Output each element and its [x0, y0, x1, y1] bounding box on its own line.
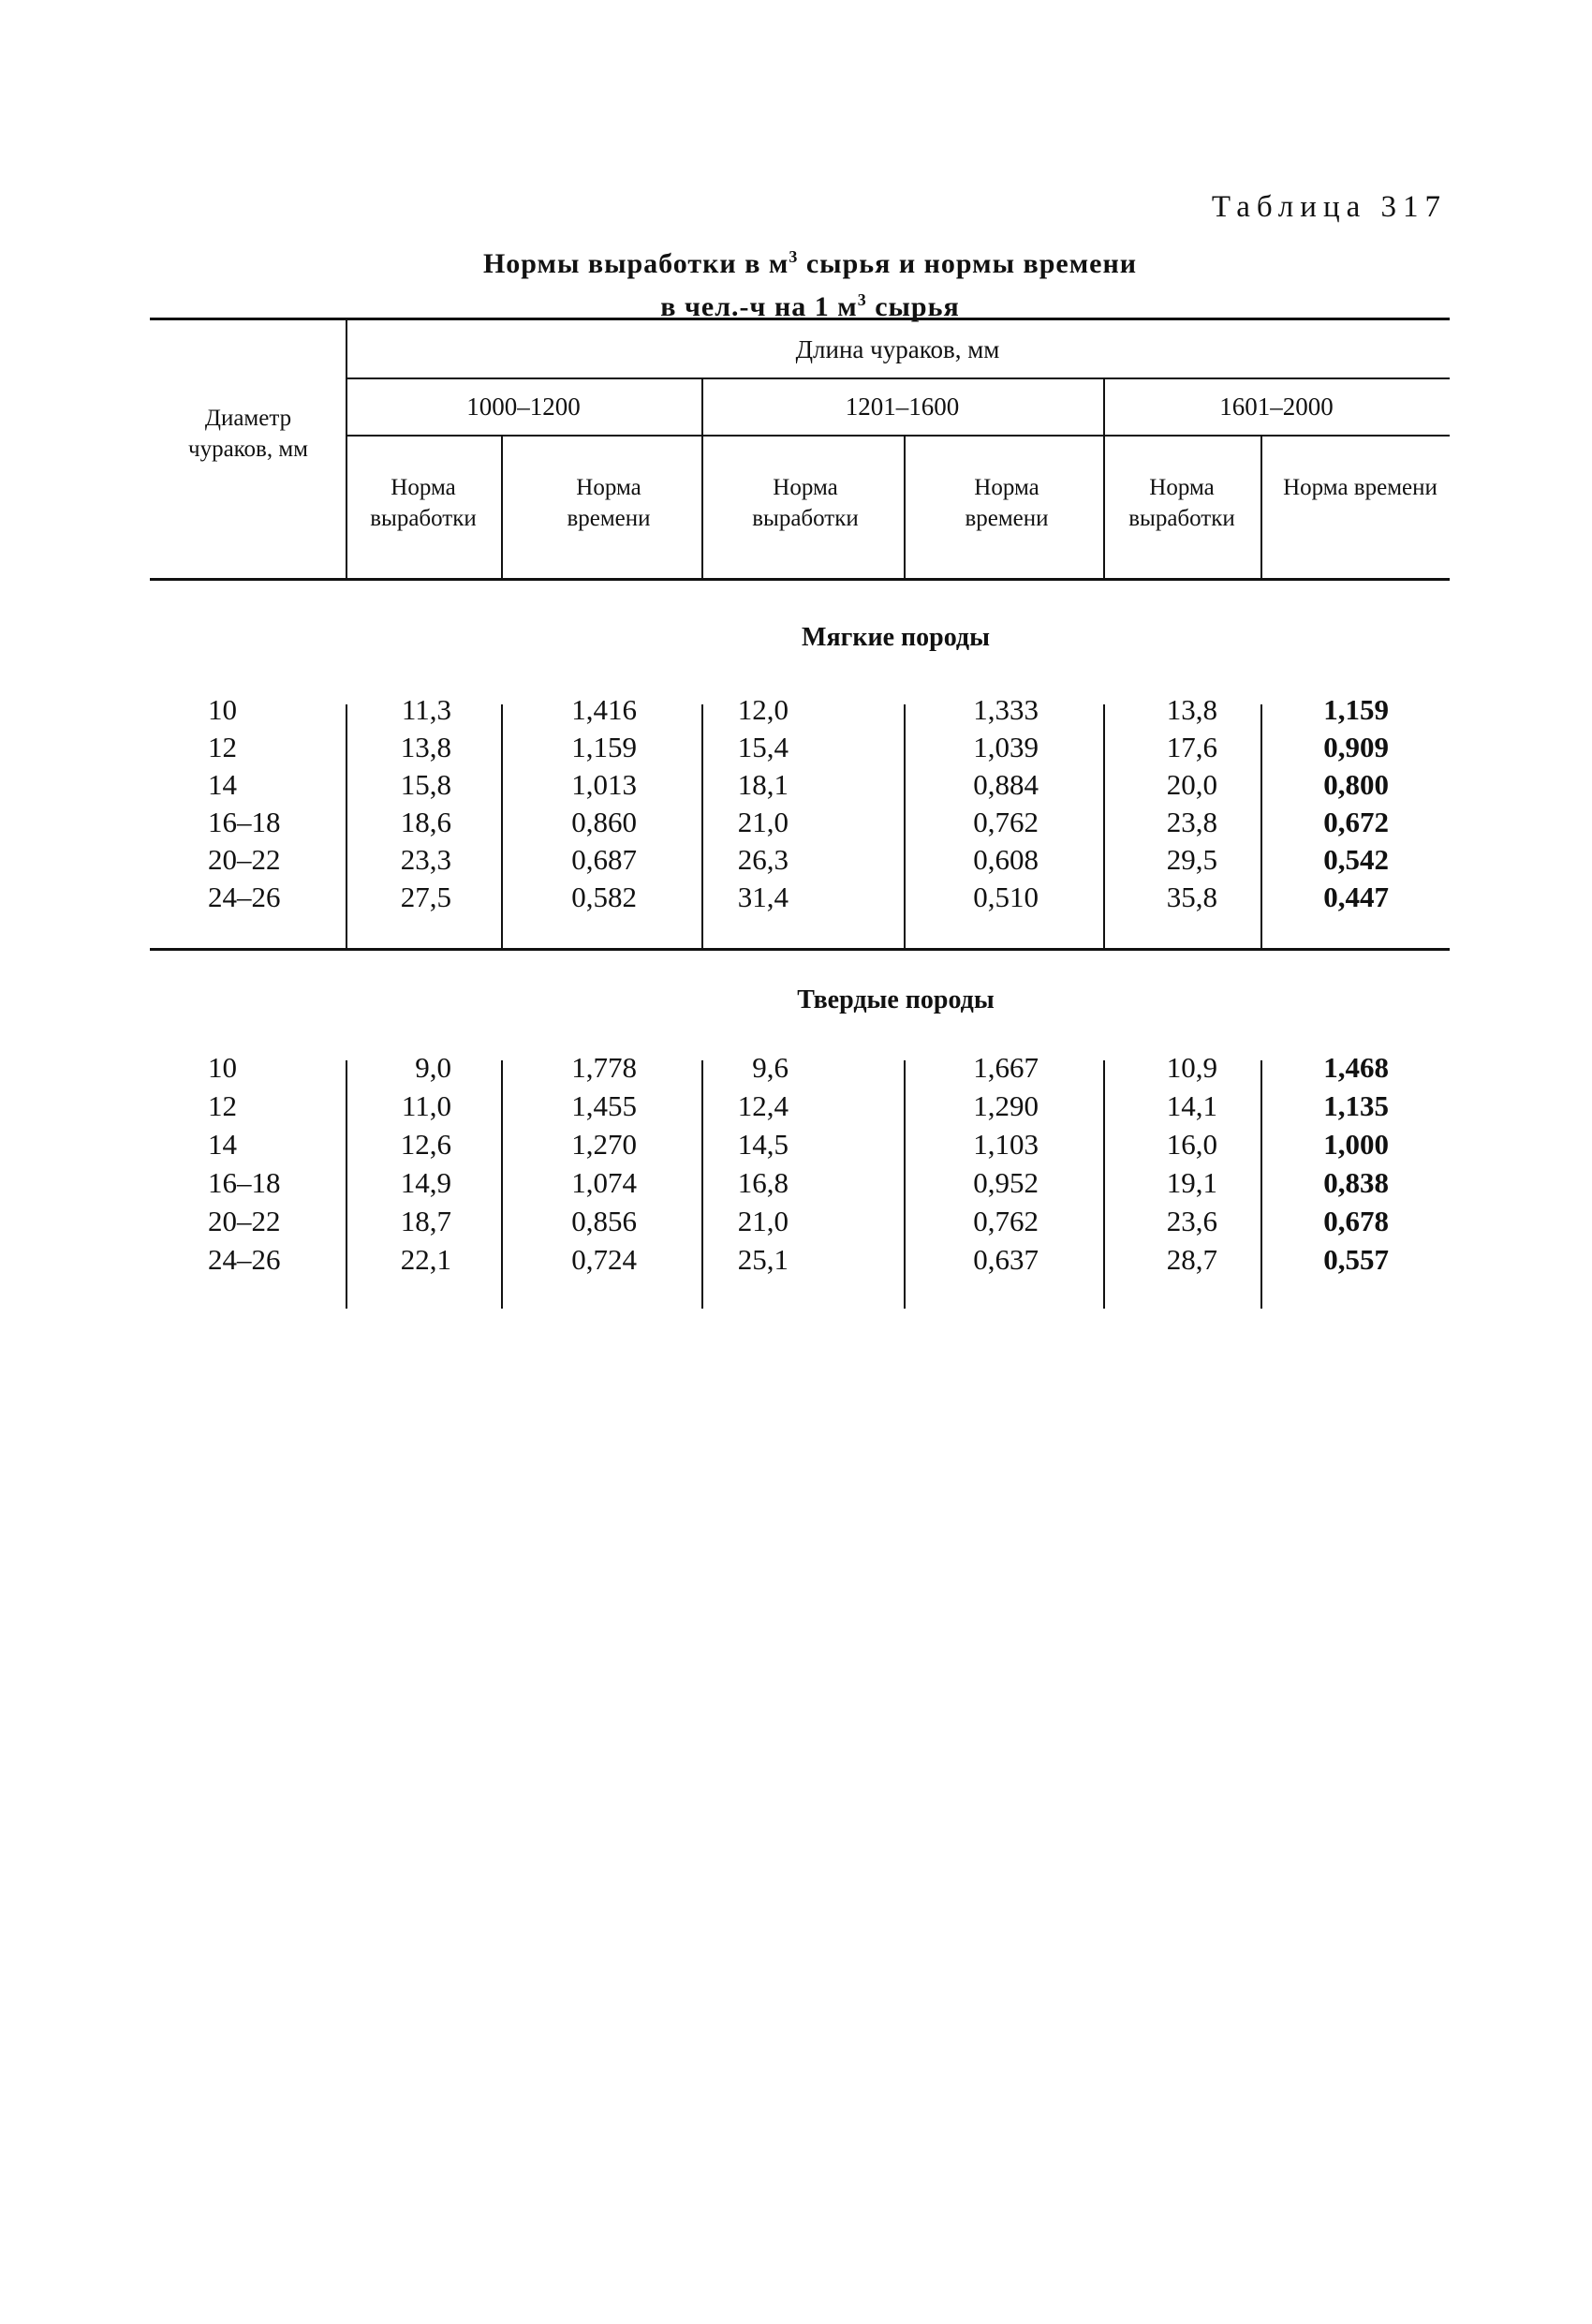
value-cell: 0,510 — [973, 881, 1039, 913]
diameter-cell: 16–18 — [208, 1166, 281, 1199]
value-cell: 17,6 — [1166, 731, 1217, 763]
value-cell: 0,800 — [1323, 768, 1389, 801]
value-cell: 15,8 — [400, 768, 451, 801]
value-cell: 10,9 — [1166, 1051, 1217, 1084]
value-cell: 21,0 — [737, 806, 789, 838]
value-cell: 1,135 — [1323, 1089, 1389, 1122]
value-cell: 1,778 — [571, 1051, 637, 1084]
value-cell: 1,159 — [571, 731, 637, 763]
value-cell: 1,000 — [1323, 1128, 1389, 1161]
col-time-header: Норма времени — [1283, 475, 1437, 500]
value-cell: 1,159 — [1323, 693, 1389, 726]
value-cell: 11,3 — [401, 693, 451, 726]
diameter-cell: 10 — [208, 1051, 237, 1084]
table-row — [0, 881, 1592, 918]
value-cell: 27,5 — [400, 881, 451, 913]
value-cell: 1,290 — [973, 1089, 1039, 1122]
value-cell: 23,6 — [1166, 1205, 1217, 1237]
col-time-header: Норма времени — [567, 475, 651, 531]
value-cell: 14,9 — [400, 1166, 451, 1199]
value-cell: 1,039 — [973, 731, 1039, 763]
value-cell: 18,6 — [400, 806, 451, 838]
value-cell: 1,013 — [571, 768, 637, 801]
value-cell: 0,909 — [1323, 731, 1389, 763]
value-cell: 0,952 — [973, 1166, 1039, 1199]
value-cell: 35,8 — [1166, 881, 1217, 913]
diameter-cell: 16–18 — [208, 806, 281, 838]
table-row — [0, 1205, 1592, 1242]
value-cell: 16,0 — [1166, 1128, 1217, 1161]
header-divider — [904, 436, 906, 579]
value-cell: 0,672 — [1323, 806, 1389, 838]
range-header-3: 1601–2000 — [1219, 392, 1334, 421]
value-cell: 0,724 — [571, 1243, 637, 1276]
value-cell: 0,762 — [973, 1205, 1039, 1237]
table-row — [0, 1089, 1592, 1127]
table-row — [0, 843, 1592, 881]
value-cell: 12,4 — [737, 1089, 789, 1122]
value-cell: 0,838 — [1323, 1166, 1389, 1199]
header-divider — [1260, 436, 1262, 579]
value-cell: 13,8 — [400, 731, 451, 763]
value-cell: 18,7 — [400, 1205, 451, 1237]
value-cell: 1,416 — [571, 693, 637, 726]
diameter-cell: 14 — [208, 1128, 237, 1161]
value-cell: 0,687 — [571, 843, 637, 876]
col-time-header: Норма времени — [965, 475, 1049, 531]
value-cell: 1,333 — [973, 693, 1039, 726]
value-cell: 31,4 — [737, 881, 789, 913]
diameter-cell: 10 — [208, 693, 237, 726]
value-cell: 13,8 — [1166, 693, 1217, 726]
table-row — [0, 1166, 1592, 1204]
table-row — [0, 768, 1592, 806]
value-cell: 16,8 — [737, 1166, 789, 1199]
value-cell: 9,6 — [752, 1051, 789, 1084]
value-cell: 1,074 — [571, 1166, 637, 1199]
diameter-cell: 20–22 — [208, 1205, 281, 1237]
value-cell: 0,557 — [1323, 1243, 1389, 1276]
value-cell: 1,270 — [571, 1128, 637, 1161]
diameter-cell: 12 — [208, 731, 237, 763]
table-row — [0, 1051, 1592, 1088]
value-cell: 12,6 — [400, 1128, 451, 1161]
value-cell: 0,762 — [973, 806, 1039, 838]
table-row — [0, 1243, 1592, 1280]
section-title-hard: Твердые породы — [797, 985, 995, 1014]
value-cell: 25,1 — [737, 1243, 789, 1276]
value-cell: 1,103 — [973, 1128, 1039, 1161]
value-cell: 1,468 — [1323, 1051, 1389, 1084]
value-cell: 20,0 — [1166, 768, 1217, 801]
diameter-cell: 12 — [208, 1089, 237, 1122]
value-cell: 0,582 — [571, 881, 637, 913]
value-cell: 23,8 — [1166, 806, 1217, 838]
diameter-cell: 24–26 — [208, 881, 281, 913]
value-cell: 0,884 — [973, 768, 1039, 801]
value-cell: 1,455 — [571, 1089, 637, 1122]
value-cell: 0,447 — [1323, 881, 1389, 913]
value-cell: 29,5 — [1166, 843, 1217, 876]
value-cell: 12,0 — [737, 693, 789, 726]
length-group-rule — [346, 377, 1450, 379]
title-line-2: в чел.-ч на 1 $м^3$ сырья — [660, 290, 960, 322]
value-cell: 0,542 — [1323, 843, 1389, 876]
value-cell: 11,0 — [401, 1089, 451, 1122]
value-cell: 28,7 — [1166, 1243, 1217, 1276]
table-row — [0, 1128, 1592, 1165]
section-separator-rule — [150, 948, 1450, 951]
value-cell: 0,678 — [1323, 1205, 1389, 1237]
table-row — [0, 806, 1592, 843]
value-cell: 0,637 — [973, 1243, 1039, 1276]
value-cell: 23,3 — [400, 843, 451, 876]
value-cell: 0,856 — [571, 1205, 637, 1237]
range-header-1: 1000–1200 — [466, 392, 581, 421]
table-number: Таблица 317 — [1211, 190, 1447, 224]
title-line-1: Нормы выработки в $м^3$ сырья и нормы времени — [482, 247, 1138, 279]
range-header-2: 1201–1600 — [845, 392, 960, 421]
value-cell: 14,5 — [737, 1128, 789, 1161]
col-output-header: Норма выработки — [1128, 475, 1235, 531]
table-row — [0, 693, 1592, 731]
header-divider — [501, 436, 503, 579]
diameter-header: Диаметр чураков, мм — [188, 406, 308, 462]
length-group-header: Длина чураков, мм — [795, 335, 1000, 363]
value-cell: 9,0 — [415, 1051, 451, 1084]
section-title-soft: Мягкие породы — [802, 623, 990, 652]
value-cell: 18,1 — [737, 768, 789, 801]
table-row — [0, 731, 1592, 768]
table-title — [370, 239, 1250, 325]
value-cell: 1,667 — [973, 1051, 1039, 1084]
value-cell: 15,4 — [737, 731, 789, 763]
col-output-header: Норма выработки — [370, 475, 477, 531]
value-cell: 22,1 — [400, 1243, 451, 1276]
value-cell: 21,0 — [737, 1205, 789, 1237]
value-cell: 19,1 — [1166, 1166, 1217, 1199]
value-cell: 26,3 — [737, 843, 789, 876]
diameter-cell: 14 — [208, 768, 237, 801]
ranges-rule — [346, 435, 1450, 437]
diameter-cell: 24–26 — [208, 1243, 281, 1276]
col-output-header: Норма выработки — [752, 475, 859, 531]
value-cell: 14,1 — [1166, 1089, 1217, 1122]
diameter-cell: 20–22 — [208, 843, 281, 876]
value-cell: 0,860 — [571, 806, 637, 838]
value-cell: 0,608 — [973, 843, 1039, 876]
